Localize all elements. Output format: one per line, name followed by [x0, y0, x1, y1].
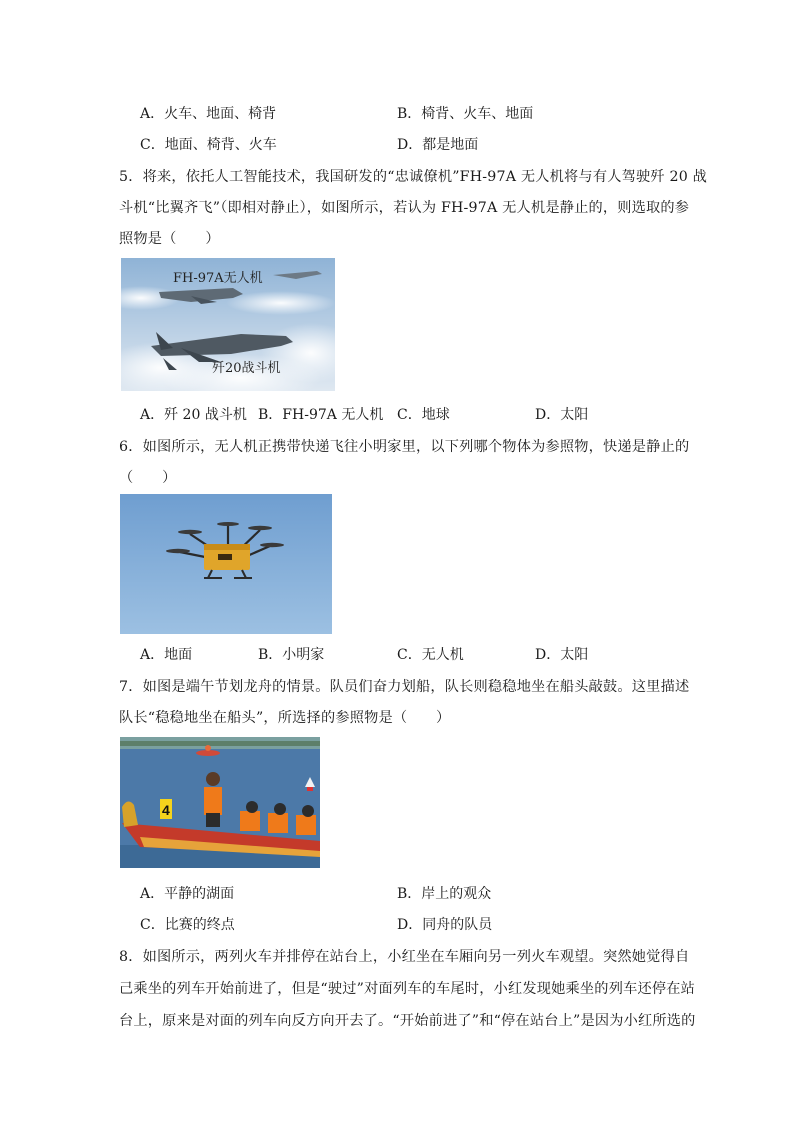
q7-option-b: B．岸上的观众: [397, 886, 492, 902]
q7-dragon-boat-image: [120, 737, 320, 868]
q7-option-a: A．平静的湖面: [140, 886, 235, 902]
q8-stem-line-2: 己乘坐的列车开始前进了，但是“驶过”对面列车的车尾时，小红发现她乘坐的列车还停在站: [119, 981, 696, 997]
q5-stem-line-3: 照物是（ ）: [119, 231, 220, 247]
q4-option-d: D．都是地面: [397, 137, 479, 153]
q4-option-c: C．地面、椅背、火车: [140, 137, 277, 153]
q4-option-b: B．椅背、火车、地面: [397, 106, 534, 122]
boat-number: 4: [162, 802, 170, 818]
q5-option-d: D．太阳: [535, 407, 589, 423]
q5-jet-image: [121, 258, 335, 391]
q6-option-a: A．地面: [140, 647, 193, 663]
q7-option-d: D．同舟的队员: [397, 917, 493, 933]
q6-stem-line-2: （ ）: [119, 470, 177, 486]
q6-option-c: C．无人机: [397, 647, 464, 663]
q7-stem-line-1: 7．如图是端午节划龙舟的情景。队员们奋力划船，队长则稳稳地坐在船头敲鼓。这里描述: [119, 679, 690, 695]
q5-option-a: A．歼 20 战斗机: [140, 407, 247, 423]
q6-drone-image: [120, 494, 332, 634]
q5-option-c: C．地球: [397, 407, 450, 423]
q6-stem-line-1: 6．如图所示，无人机正携带快递飞往小明家里，以下列哪个物体为参照物，快递是静止的: [119, 439, 690, 455]
q7-stem-line-2: 队长“稳稳地坐在船头”，所选择的参照物是（ ）: [119, 710, 451, 726]
q8-stem-line-1: 8．如图所示，两列火车并排停在站台上，小红坐在车厢向另一列火车观望。突然她觉得自: [119, 949, 690, 965]
q6-option-d: D．太阳: [535, 647, 589, 663]
q5-stem-line-2: 斗机“比翼齐飞”（即相对静止），如图所示，若认为 FH-97A 无人机是静止的，则选取的参: [119, 200, 690, 216]
q7-option-c: C．比赛的终点: [140, 917, 235, 933]
q8-stem-line-3: 台上，原来是对面的列车向反方向开去了。“开始前进了”和“停在站台上”是因为小红所选的: [119, 1013, 696, 1029]
drone-label: FH-97A无人机: [173, 271, 263, 286]
q5-stem-line-1: 5．将来，依托人工智能技术，我国研发的“忠诚僚机”FH-97A 无人机将与有人驾驶歼 20 战: [119, 169, 708, 185]
q5-option-b: B．FH-97A 无人机: [258, 407, 384, 423]
q6-option-b: B．小明家: [258, 647, 325, 663]
fighter-label: 歼20战斗机: [212, 361, 281, 376]
q4-option-a: A．火车、地面、椅背: [140, 106, 277, 122]
dragon-boat-illustration: [120, 737, 320, 868]
jets-illustration: [121, 258, 335, 391]
delivery-drone-illustration: [120, 494, 332, 634]
